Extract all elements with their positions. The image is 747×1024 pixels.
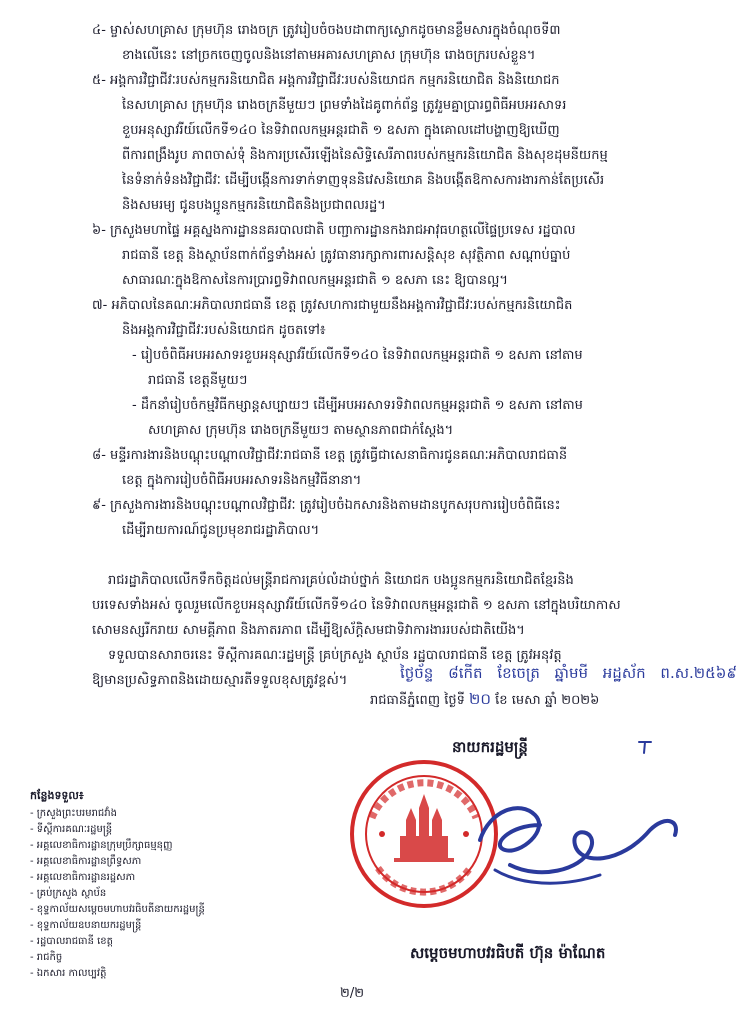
signatory-name: សម្តេចមហាបវរធិបតី ហ៊ុន ម៉ាណែត xyxy=(410,944,606,962)
item-line: ដើម្បីរាយការណ៍ជូនប្រមុខរាជរដ្ឋាភិបាល។ xyxy=(122,523,320,538)
handwritten-signature xyxy=(450,770,690,890)
recipient-item: - ក្រសួងព្រះបរមរាជវាំង xyxy=(30,808,117,819)
item-6 xyxy=(92,218,672,293)
place-prefix: រាជធានីភ្នំពេញ ថ្ងៃទី xyxy=(370,693,465,708)
recipient-item: - ឯកសារ កាលប្បវត្តិ xyxy=(30,968,107,979)
place-date-line xyxy=(370,690,599,712)
recipients-list xyxy=(30,788,310,982)
recipient-item: - រដ្ឋបាលរាជធានី ខេត្ត xyxy=(30,936,113,947)
item-line: ៤- ម្ចាស់សហគ្រាស ក្រុមហ៊ុន រោងចក្រ ត្រូវរៀបចំចងបដាពាក្យស្លោកដូចមានខ្លឹមសារក្នុងចំណុចទី៣ xyxy=(92,23,561,38)
recipient-item: - ខុទ្ទកាល័យសម្តេចមហាបវរធិបតីនាយករដ្ឋមន្ត្រី xyxy=(30,904,205,915)
item-7 xyxy=(92,293,672,443)
bullet-line: សហគ្រាស ក្រុមហ៊ុន រោងចក្រនីមួយៗ តាមស្ថានភាពជាក់ស្តែង។ xyxy=(148,423,454,438)
item-9 xyxy=(92,493,672,543)
recipient-item: - គ្រប់ក្រសួង ស្ថាប័ន xyxy=(30,888,107,899)
place-month-prefix: ខែ xyxy=(495,693,508,708)
recipient-item: - ទីស្តីការគណៈរដ្ឋមន្ត្រី xyxy=(30,824,113,835)
item-line: ៨- មន្ទីរការងារនិងបណ្តុះបណ្តាលវិជ្ជាជីវៈរាជធានី ខេត្ត ត្រូវធ្វើជាសេនាធិការជូនគណៈអភិបាលរាជធានី xyxy=(92,448,568,463)
item-line: ខាងលើនេះ នៅច្រកចេញចូលនិងនៅតាមអគារសហគ្រាស ក្រុមហ៊ុន រោងចក្ររបស់ខ្លួន។ xyxy=(122,48,536,63)
recipient-item: - អគ្គលេខាធិការដ្ឋានក្រុមប្រឹក្សាធម្មនុញ្ញ xyxy=(30,840,173,851)
item-line: នៃសហគ្រាស ក្រុមហ៊ុន រោងចក្រនីមួយៗ ព្រមទាំងដៃគូពាក់ព័ន្ធ ត្រូវរួមគ្នាប្រារព្ធពិធីអបអរសាទរ xyxy=(122,98,567,113)
date-year-animal: ឆ្នាំមមី xyxy=(554,664,588,682)
item-line: រាជធានី ខេត្ត និងស្ថាប័នពាក់ព័ន្ធទាំងអស់ ត្រូវធានារក្សាការពារសន្តិសុខ សុវត្ថិភាព សណ្តាប់ធ្នាប់ xyxy=(122,248,571,263)
initial-mark xyxy=(636,738,654,756)
item-line: សាធារណៈក្នុងឱកាសនៃការប្រារព្ធទិវាពលកម្មអន្តរជាតិ ១ ឧសភា នេះ ឱ្យបានល្អ។ xyxy=(122,273,508,288)
item-5 xyxy=(92,68,672,218)
paragraph-line: សោមនស្សរីករាយ សាមគ្គីភាព និងភាតរភាព ដើម្បីឱ្យស័ក្តិសមជាទិវាការងាររបស់ជាតិយើង។ xyxy=(92,623,525,638)
item-line: នៃទំនាក់ទំនងវិជ្ជាជីវៈ ដើម្បីបង្កើនការទាក់ទាញទុននិវេសនិយោគ និងបង្កើតឱកាសការងារកាន់តែប្រសើរ xyxy=(122,173,605,188)
item-line: ៩- ក្រសួងការងារនិងបណ្តុះបណ្តាលវិជ្ជាជីវៈ ត្រូវរៀបចំឯកសារនិងតាមដានបូកសរុបការរៀបចំពិធីនេះ xyxy=(92,498,561,513)
lunar-date-line xyxy=(400,664,747,686)
item-line: ៧- អភិបាលនៃគណៈអភិបាលរាជធានី ខេត្ត ត្រូវសហការជាមួយនឹងអង្គការវិជ្ជាជីវៈរបស់កម្មករនិយោជិត xyxy=(92,298,573,313)
item-line: និងសមរម្យ ជូនបងប្អូនកម្មករនិយោជិតនិងប្រជាពលរដ្ឋ។ xyxy=(122,198,386,213)
item-line: ពីការពង្រឹងរូប ភាពចាស់ទុំ និងការប្រសើរឡើងនៃសិទ្ធិសេរីភាពរបស់កម្មករនិយោជិត និងសុខដុមនីយកម្ម xyxy=(122,148,608,163)
date-be: ព.ស.២៥៦៩ xyxy=(660,664,737,682)
signatory-title: នាយករដ្ឋមន្ត្រី xyxy=(452,738,528,756)
date-day: ថ្ងៃច័ន្ទ xyxy=(400,664,434,682)
place-year: ២០២៦ xyxy=(561,693,600,708)
item-line: ៥- អង្គការវិជ្ជាជីវៈរបស់កម្មករនិយោជិត អង្គការវិជ្ជាជីវៈរបស់និយោជក កម្មករនិយោជិត និងនិយោជក xyxy=(92,73,560,88)
recipient-item: - អគ្គលេខាធិការដ្ឋានរដ្ឋសភា xyxy=(30,872,136,883)
item-8 xyxy=(92,443,672,493)
place-day: ២០ xyxy=(469,690,492,708)
closing-paragraph xyxy=(92,568,672,643)
paragraph-line: ទទួលបានសារាចរនេះ ទីស្តីការគណៈរដ្ឋមន្ត្រី គ្រប់ក្រសួង ស្ថាប័ន រដ្ឋបាលរាជធានី ខេត្ត ត្រូវអនុវត្ត xyxy=(108,648,562,663)
paragraph-line: ឱ្យមានប្រសិទ្ធភាពនិងដោយស្មារតីទទួលខុសត្រូវខ្ពស់។ xyxy=(92,673,348,688)
paragraph-line: រាជរដ្ឋាភិបាលលើកទឹកចិត្តដល់មន្ត្រីរាជការគ្រប់លំដាប់ថ្នាក់ និយោជក បងប្អូនកម្មករនិយោជិតខ្មែរនិង xyxy=(108,573,574,588)
bullet-line: រាជធានី ខេត្តនីមួយៗ xyxy=(148,373,248,388)
paragraph-line: បរទេសទាំងអស់ ចូលរួមលើកខួបអនុស្សាវរីយ៍លើកទី១៤០ នៃទិវាពលកម្មអន្តរជាតិ ១ ឧសភា នៅក្នុងបរិយាកាស xyxy=(92,598,621,613)
recipient-item: - អគ្គលេខាធិការដ្ឋានព្រឹទ្ធសភា xyxy=(30,856,142,867)
item-line: ខេត្ត ក្នុងការរៀបចំពិធីអបអរសាទរនិងកម្មវិធីនានា។ xyxy=(122,473,362,488)
date-era: អដ្ឋស័ក xyxy=(602,664,646,682)
date-month: ខែចេត្រ xyxy=(497,664,540,682)
place-month: មេសា xyxy=(511,693,541,708)
bullet-line: - រៀបចំពិធីអបអរសាទរខួបអនុស្សាវរីយ៍លើកទី១៤០ នៃទិវាពលកម្មអន្តរជាតិ ១ ឧសភា នៅតាម xyxy=(132,348,583,363)
place-year-prefix: ឆ្នាំ xyxy=(544,693,558,708)
bullet-line: - ដឹកនាំរៀបចំកម្មវិធីកម្សាន្តសប្បាយៗ ដើម្បីអបអរសាទរទិវាពលកម្មអន្តរជាតិ ១ ឧសភា នៅតាម xyxy=(132,398,583,413)
numbered-items xyxy=(92,18,672,543)
item-4 xyxy=(92,18,672,68)
date-lunar: ៨កើត xyxy=(448,664,483,682)
item-line: និងអង្គការវិជ្ជាជីវៈរបស់និយោជក ដូចតទៅ៖ xyxy=(122,323,326,338)
recipients-title: កន្លែងទទួល៖ xyxy=(30,789,84,802)
item-line: ខួបអនុស្សាវរីយ៍លើកទី១៤០ នៃទិវាពលកម្មអន្តរជាតិ ១ ឧសភា ក្នុងគោលដៅបង្ហាញឱ្យឃើញ xyxy=(122,123,560,138)
item-line: ៦- ក្រសួងមហាផ្ទៃ អគ្គស្នងការដ្ឋាននគរបាលជាតិ បញ្ជាការដ្ឋានកងរាជអាវុធហត្ថលើផ្ទៃប្រទេស រដ្ឋបាល xyxy=(92,223,576,238)
recipient-item: - ខុទ្ទកាល័យឧបនាយករដ្ឋមន្ត្រី xyxy=(30,920,142,931)
recipient-item: - រាជកិច្ច xyxy=(30,952,63,963)
page-number: ២/២ xyxy=(340,986,365,1001)
